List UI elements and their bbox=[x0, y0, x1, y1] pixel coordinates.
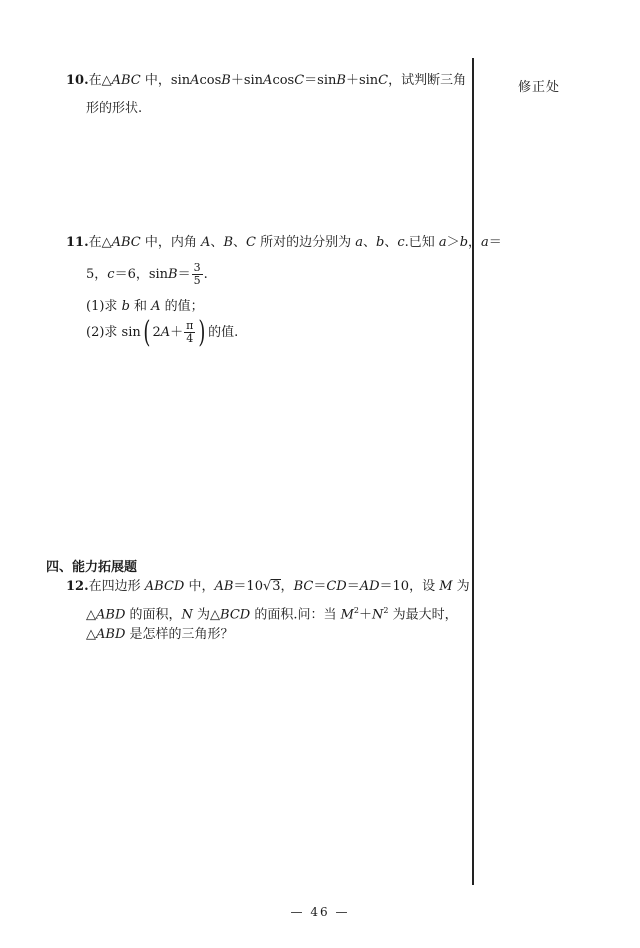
q12-line3: △ABD 是怎样的三角形？ bbox=[86, 627, 234, 642]
margin-divider bbox=[472, 58, 474, 885]
page-number: — 46 — bbox=[290, 905, 350, 919]
q11-subquestion-2: (2)求 sin( 2A＋ $\frac{\pi}{4}$ ) 的值. bbox=[86, 314, 239, 350]
section-title: 四、能力拓展题 bbox=[46, 560, 138, 575]
q10-line2: 形的形状. bbox=[86, 101, 143, 116]
q10-number: 10. bbox=[66, 73, 89, 88]
fraction-pi-over-4: $\frac{\pi}{4}$ bbox=[186, 319, 194, 345]
correction-column-title: 修正处 bbox=[518, 80, 561, 95]
fraction-three-fifths: $\frac{3}{5}$ bbox=[193, 261, 201, 287]
sqrt-radicand: 3 bbox=[272, 579, 281, 594]
q11-line1: 11.在△ABC 中，内角 A、B、C 所对的边分别为 a、b、c.已知 a＞b，a＝ bbox=[66, 235, 502, 250]
q11-subquestion-1: (1)求 b 和 A 的值； bbox=[86, 299, 204, 314]
q11-line2: 5，c＝6，sinB＝ $\frac{3}{5}$ . bbox=[86, 261, 208, 287]
sqrt-sign: √ bbox=[262, 579, 272, 594]
right-paren: ) bbox=[198, 314, 206, 350]
left-paren: ( bbox=[143, 314, 151, 350]
q10-line1: 10.在△ABC 中，sinAcosB＋sinAcosC＝sinB＋sinC，试判断三角 bbox=[66, 73, 467, 88]
q11-number: 11. bbox=[66, 235, 89, 250]
q12-number: 12. bbox=[66, 579, 89, 594]
q12-line2: △ABD 的面积，N 为△BCD 的面积.问：当 $M^2+N^2$ 为最大时， bbox=[86, 606, 458, 623]
q12-line1: 12.在四边形 ABCD 中，AB＝10√3，BC＝CD＝AD＝10，设 M 为 bbox=[66, 579, 470, 594]
